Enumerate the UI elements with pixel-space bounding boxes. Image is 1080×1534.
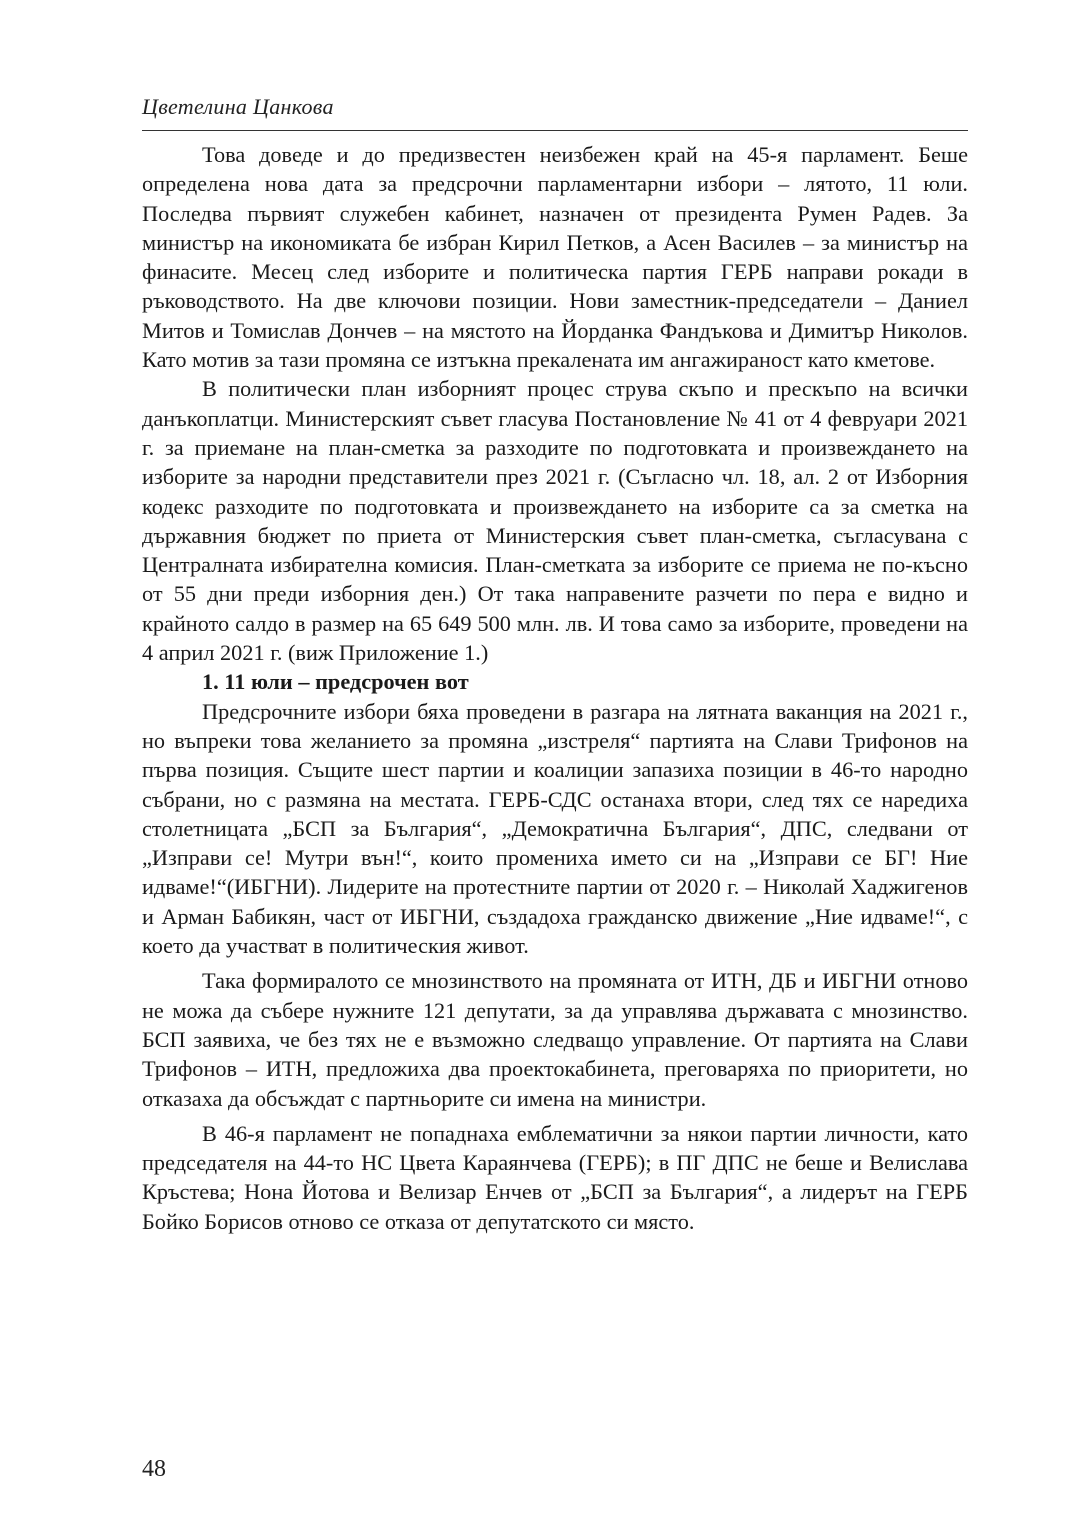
paragraph: Това доведе и до предизвестен неизбежен край на 45-я парламент. Беше определена нова дата за предсрочни парламентарни избори – лятото, 11 юли. Последва първият служебен кабинет, назначен от президента Румен Радев. За министър на икономиката бе избран Кирил Петков, а Асен Василев – за министър на финасите. Месец след изборите и политическа партия ГЕРБ направи рокади в ръководството. На две ключови позиции. Нови заместник-председатели – Даниел Митов и Томислав Дончев – на мястото на Йорданка Фандъкова и Димитър Николов. Като мотив за тази промяна се изтъкна прекалената им ангажираност като кметове. bbox=[142, 142, 968, 373]
paragraph: Така формиралото се мнозинството на промяната от ИТН, ДБ и ИБГНИ отново не можа да събере нужните 121 депутати, за да управлява държавата с мнозинство. БСП заявиха, че без тях не е възможно следващо управление. От партията на Слави Трифонов – ИТН, предложиха два проектокабинета, преговаряха по приоритети, но отказаха да обсъждат с партньорите си имена на министри. bbox=[142, 968, 968, 1111]
paragraph: В политически план изборният процес струва скъпо и прескъпо на всички данъкоплатци. Министерският съвет гласува Постановление № 41 от 4 февруари 2021 г. за приемане на план-сметка за разходите по подготовката и произвеждането на изборите за народни представители през 2021 г. (Съгласно чл. 18, ал. 2 от Изборния кодекс разходите по подготовката и произвеждането на изборите са за сметка на държавния бюджет по приета от Министерския съвет план-сметка, съгласувана с Централната избирателна комисия. План-сметката за изборите се приема не по-късно от 55 дни преди изборния ден.) От така направените разчети по пера е видно и крайното салдо в размер на 65 649 500 млн. лв. И това само за изборите, проведени на 4 април 2021 г. (виж Приложение 1.) bbox=[142, 376, 968, 666]
section-heading: 1. 11 юли – предсрочен вот bbox=[202, 669, 469, 695]
header-author: Цветелина Цанкова bbox=[142, 94, 334, 119]
running-header bbox=[142, 94, 968, 131]
paragraph: Предсрочните избори бяха проведени в разгара на лятната ваканция на 2021 г., но въпреки това желанието за промяна „изстреля“ партията на Слави Трифонов на първа позиция. Същите шест партии и коалиции запазиха позиции в 46-то народно събрани, но с размяна на местата. ГЕРБ-СДС останаха втори, след тях се наредиха столетницата „БСП за България“, „Демократична България“, ДПС, следвани от „Изправи се! Мутри вън!“, които промениха името си на „Изправи се БГ! Ние идваме!“(ИБГНИ). Лидерите на протестните партии от 2020 г. – Николай Хаджигенов и Арман Бабикян, част от ИБГНИ, създадоха гражданско движение „Ние идваме!“, с което да участват в политическия живот. bbox=[142, 698, 968, 959]
paragraph: В 46-я парламент не попаднаха емблематични за някои партии личности, като председателя на 44-то НС Цвета Караянчева (ГЕРБ); в ПГ ДПС не беше и Велислава Кръстева; Нона Йотова и Велизар Енчев от „БСП за България“, а лидерът на ГЕРБ Бойко Борисов отново се отказа от депутатското си място. bbox=[142, 1120, 968, 1234]
body-text bbox=[142, 140, 968, 1236]
page-number: 48 bbox=[142, 1456, 166, 1482]
